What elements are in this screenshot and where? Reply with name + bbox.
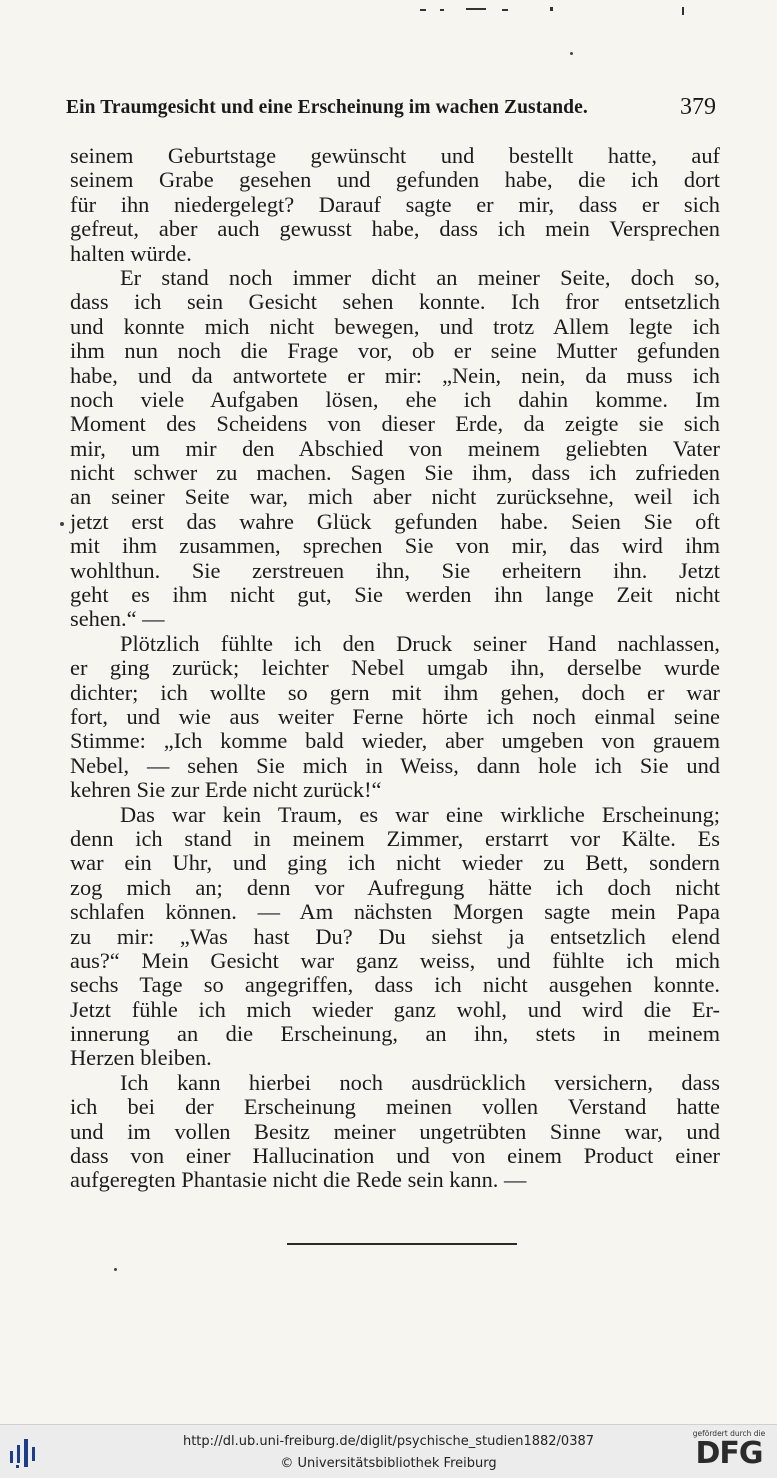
text-line: halten würde.: [70, 240, 192, 266]
text-line: an seiner Seite war, mich aber nicht zurücksehne, weil ich: [70, 484, 720, 510]
text-line: mir, um mir den Abschied von meinem geliebten Vater: [70, 435, 720, 461]
text-line: Das war kein Traum, es war eine wirkliche Erscheinung;: [120, 801, 720, 827]
text-line: für ihn niedergelegt? Darauf sagte er mir, dass er sich: [70, 191, 720, 217]
speck: [114, 1268, 117, 1271]
text-line: er ging zurück; leichter Nebel umgab ihn, derselbe wurde: [70, 655, 720, 681]
source-url: http://dl.ub.uni-freiburg.de/diglit/psychische_studien1882/0387: [182, 1434, 595, 1449]
speck: [60, 522, 64, 526]
text-line: Nebel, — sehen Sie mich in Weiss, dann hole ich Sie und: [70, 752, 720, 778]
text-line: dass von einer Hallucination und von einem Product einer: [70, 1143, 720, 1169]
text-line: und konnte mich nicht bewegen, und trotz Allem legte ich: [70, 313, 720, 339]
text-line: Er stand noch immer dicht an meiner Seite, doch so,: [120, 264, 720, 290]
end-rule: [287, 1243, 517, 1245]
text-line: Jetzt fühle ich mich wieder ganz wohl, und wird die Er-: [70, 996, 720, 1022]
text-line: Ich kann hierbei noch ausdrücklich versichern, dass: [120, 1069, 720, 1095]
text-line: Moment des Scheidens von dieser Erde, da zeigte sie sich: [70, 411, 720, 437]
text-line: dass ich sein Gesicht sehen konnte. Ich fror entsetzlich: [70, 289, 720, 315]
text-line: sechs Tage so angegriffen, dass ich nicht ausgehen konnte.: [70, 972, 720, 998]
text-line: dichter; ich wollte so gern mit ihm gehen, doch er war: [70, 679, 720, 705]
text-line: aus?“ Mein Gesicht war ganz weiss, und fühlte ich mich: [70, 947, 720, 973]
text-line: schlafen können. — Am nächsten Morgen sagte mein Papa: [70, 899, 720, 925]
text-line: kehren Sie zur Erde nicht zurück!“: [70, 777, 382, 803]
running-header: [66, 93, 716, 123]
text-line: war ein Uhr, und ging ich nicht wieder zu Bett, sondern: [70, 850, 720, 876]
copyright-notice: © Universitätsbibliothek Freiburg: [280, 1456, 497, 1471]
text-line: aufgeregten Phantasie nicht die Rede sein kann. —: [70, 1167, 527, 1193]
text-line: Plötzlich fühlte ich den Druck seiner Hand nachlassen,: [120, 630, 720, 656]
text-line: jetzt erst das wahre Glück gefunden habe. Seien Sie oft: [70, 508, 720, 534]
running-title: Ein Traumgesicht und eine Erscheinung im wachen Zustande.: [66, 97, 588, 118]
text-line: fort, und wie aus weiter Ferne hörte ich noch einmal seine: [70, 703, 720, 729]
dfg-logo: [689, 1429, 769, 1475]
text-line: Stimme: „Ich komme bald wieder, aber umgeben von grauem: [70, 728, 720, 754]
text-line: nicht schwer zu machen. Sagen Sie ihm, dass ich zufrieden: [70, 460, 720, 486]
text-line: seinem Geburtstage gewünscht und bestellt hatte, auf: [70, 143, 720, 168]
page-number: 379: [680, 94, 716, 120]
text-line: sehen.“ —: [70, 606, 165, 632]
text-line: und im vollen Besitz meiner ungetrübten Sinne war, und: [70, 1118, 720, 1144]
text-line: denn ich stand in meinem Zimmer, erstarrt vor Kälte. Es: [70, 825, 720, 851]
text-line: habe, und da antwortete er mir: „Nein, nein, da muss ich: [70, 362, 720, 388]
text-line: mit ihm zusammen, sprechen Sie von mir, das wird ihm: [70, 533, 720, 559]
text-line: noch viele Aufgaben lösen, ehe ich dahin komme. Im: [70, 386, 720, 412]
text-line: innerung an die Erscheinung, an ihn, stets in meinem: [70, 1021, 720, 1047]
body-text: [70, 144, 720, 1193]
scan-artifact-marks: [420, 4, 690, 16]
speck: [570, 52, 573, 55]
text-line: geht es ihm nicht gut, Sie werden ihn lange Zeit nicht: [70, 582, 720, 608]
text-line: ihm nun noch die Frage vor, ob er seine Mutter gefunden: [70, 338, 720, 364]
text-line: gefreut, aber auch gewusst habe, dass ich mein Versprechen: [70, 216, 720, 242]
footer-bar: [0, 1424, 777, 1478]
text-line: zog mich an; denn vor Aufregung hätte ich doch nicht: [70, 874, 720, 900]
text-line: seinem Grabe gesehen und gefunden habe, die ich dort: [70, 167, 720, 193]
dfg-tagline: gefördert durch die: [692, 1429, 766, 1438]
text-line: wohlthun. Sie zerstreuen ihn, Sie erheitern ihn. Jetzt: [70, 557, 720, 583]
dfg-wordmark: DFG: [695, 1436, 763, 1471]
text-line: Herzen bleiben.: [70, 1045, 212, 1071]
text-line: ich bei der Erscheinung meinen vollen Verstand hatte: [70, 1094, 720, 1120]
text-line: zu mir: „Was hast Du? Du siehst ja entsetzlich elend: [70, 923, 720, 949]
